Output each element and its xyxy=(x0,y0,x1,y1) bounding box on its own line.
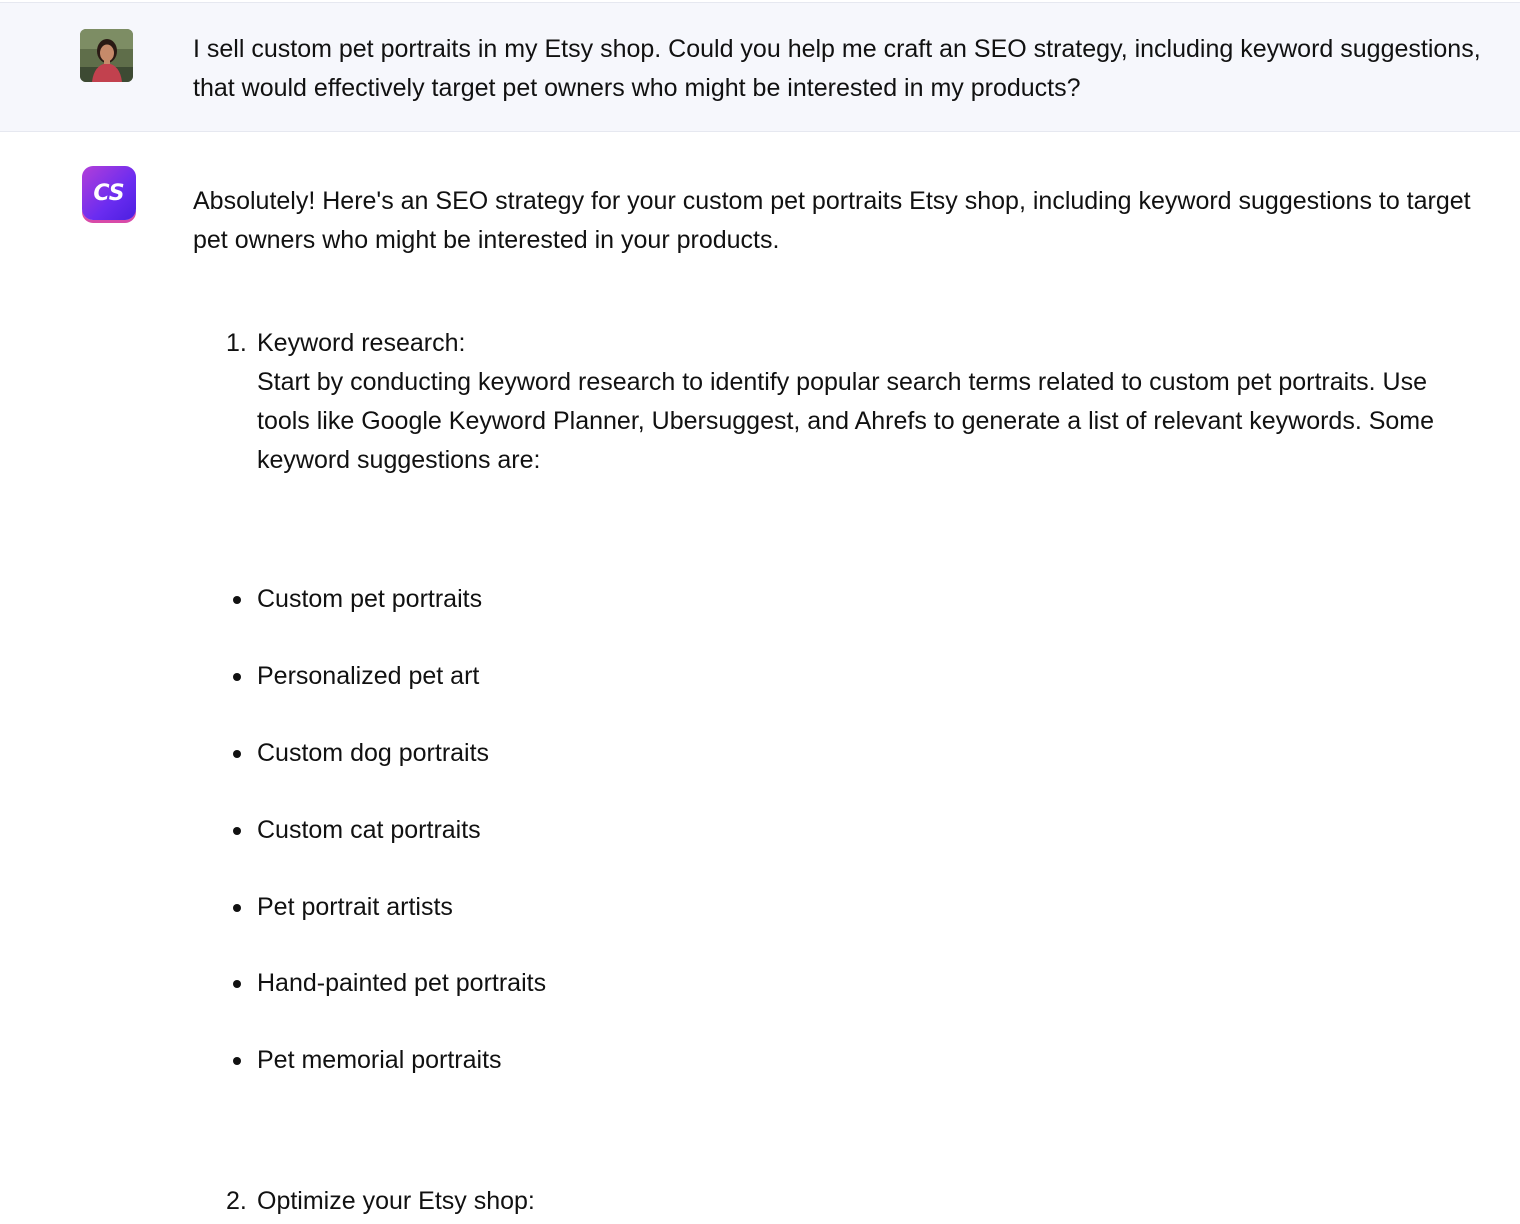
bullet-icon xyxy=(233,596,241,604)
assistant-avatar xyxy=(82,166,136,220)
step-title: Keyword research: xyxy=(257,329,466,357)
assistant-intro: Absolutely! Here's an SEO strategy for your custom pet portraits Etsy shop, including keyword suggestions to target pet owners who might be interested in your products. xyxy=(193,187,1471,254)
keyword-item: Personalized pet art xyxy=(257,662,480,690)
keyword-item: Pet portrait artists xyxy=(257,893,453,921)
bullet-icon xyxy=(233,827,241,835)
assistant-avatar-label: CS xyxy=(93,180,125,206)
keyword-item: Custom dog portraits xyxy=(257,739,490,767)
bullet-icon xyxy=(233,750,241,758)
keyword-item: Pet memorial portraits xyxy=(257,1046,502,1074)
user-photo-avatar-icon xyxy=(80,29,133,82)
bullet-icon xyxy=(233,980,241,988)
user-message xyxy=(0,2,1520,132)
step-body: Start by conducting keyword research to identify popular search terms related to custom pet portraits. Use tools like Google Keyword Planner, Ubersuggest, and Ahrefs to generate a list of relevant keywords. Some keyword suggestions are: xyxy=(257,368,1435,474)
assistant-message xyxy=(0,132,1520,1224)
step-number: 1. xyxy=(226,329,247,357)
bullet-icon xyxy=(233,904,241,912)
keyword-item: Custom cat portraits xyxy=(257,816,481,844)
user-avatar xyxy=(80,29,133,82)
keyword-item: Hand-painted pet portraits xyxy=(257,969,547,997)
bullet-icon xyxy=(233,673,241,681)
bullet-icon xyxy=(233,1057,241,1065)
step-number: 2. xyxy=(226,1187,247,1215)
keyword-item: Custom pet portraits xyxy=(257,585,483,613)
step-title: Optimize your Etsy shop: xyxy=(257,1187,535,1215)
user-message-text: I sell custom pet portraits in my Etsy shop. Could you help me craft an SEO strategy, including keyword suggestions, that would effectively target pet owners who might be interested in my products? xyxy=(193,35,1481,102)
